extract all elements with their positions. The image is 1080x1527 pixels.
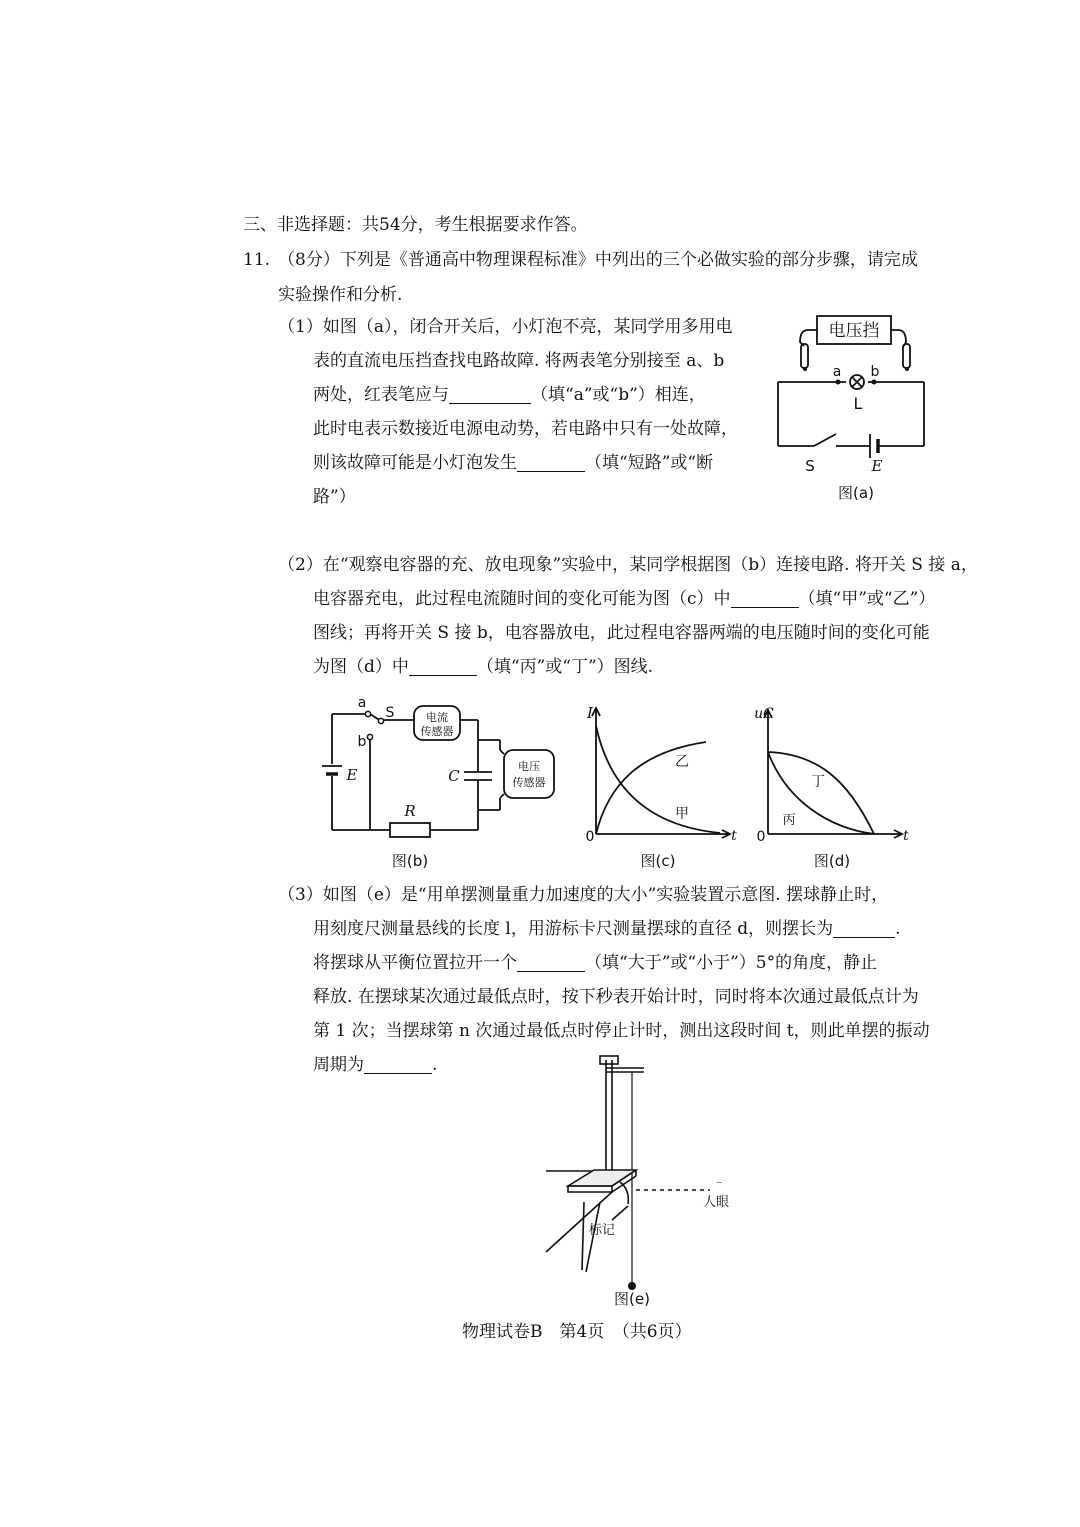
figure-a-circuit	[770, 312, 940, 508]
voltage-sensor-text-1: 电压	[518, 760, 540, 773]
part1-line-5	[313, 446, 713, 480]
answer-blank-7[interactable]	[364, 1051, 432, 1074]
part1-line-3-a: 两处，红表笔应与	[313, 385, 449, 405]
part2-line-4	[313, 650, 653, 684]
part1-line-2: 表的直流电压挡查找电路故障. 将两表笔分别接至 a、b	[313, 351, 725, 371]
answer-blank-4[interactable]	[409, 653, 477, 676]
marker-label: 标记	[588, 1223, 616, 1238]
page-footer: 物理试卷B 第4页 （共6页）	[462, 1322, 692, 1342]
part3-line-1: （3）如图（e）是“用单摆测量重力加速度的大小”实验装置示意图. 摆球静止时，	[278, 885, 889, 905]
figure-e-pendulum	[540, 1052, 760, 1308]
figure-e-caption: 图(e)	[614, 1290, 650, 1308]
part3-line-5: 第 1 次；当摆球第 n 次通过最低点时停止计时，测出这段时间 t，则此单摆的振动	[313, 1021, 930, 1041]
x-axis-d-label: t	[903, 828, 909, 844]
source-label: E	[871, 457, 883, 475]
figure-d-caption: 图(d)	[813, 852, 851, 870]
part3-line-3-b: （填“大于”或“小于”）5°的角度，静止	[585, 953, 878, 973]
part3-line-2	[313, 912, 901, 946]
part1-line-4: 此时电表示数接近电源电动势，若电路中只有一处故障，	[313, 419, 738, 439]
source-b-label: E	[346, 766, 358, 784]
question-number: 11.	[243, 250, 271, 270]
answer-blank-5[interactable]	[833, 915, 895, 938]
answer-blank-1[interactable]	[449, 381, 531, 404]
origin-d-label: 0	[756, 829, 766, 845]
resistor-label: R	[404, 802, 416, 820]
curve-yi	[596, 742, 706, 834]
part1-line-6: 路”）	[313, 487, 356, 507]
point-b-label: b	[870, 364, 880, 380]
voltage-sensor-box	[504, 750, 554, 798]
curve-ding-label: 丁	[811, 774, 825, 790]
voltmeter-label: 电压挡	[828, 321, 880, 341]
question-intro-line-1: （8分）下列是《普通高中物理课程标准》中列出的三个必做实验的部分步骤，请完成	[278, 250, 918, 270]
part3-line-2-a: 用刻度尺测量悬线的长度 l，用游标卡尺测量摆球的直径 d，则摆长为	[313, 919, 834, 939]
terminal-b-label: b	[357, 734, 367, 750]
curve-yi-label: 乙	[675, 754, 689, 770]
part2-line-2-b: （填“甲”或“乙”）	[798, 589, 936, 609]
figure-d-graph	[748, 700, 912, 876]
part3-line-3	[313, 946, 877, 980]
figure-b-circuit	[318, 694, 568, 874]
answer-blank-2[interactable]	[517, 449, 585, 472]
probe-right	[903, 344, 910, 368]
eye-label: 人眼	[702, 1195, 730, 1210]
part1-line-5-b: （填“短路”或“断	[585, 453, 714, 473]
point-a-label: a	[832, 364, 842, 380]
figure-a-caption: 图(a)	[838, 484, 874, 502]
part2-line-1: （2）在“观察电容器的充、放电现象”实验中，某同学根据图（b）连接电路. 将开关 S 接 a，	[278, 555, 978, 575]
lamp-label: L	[853, 394, 863, 413]
y-axis-c-label: I	[587, 704, 593, 722]
curve-jia-label: 甲	[675, 806, 689, 822]
current-sensor-text-1: 电流	[426, 711, 448, 724]
part2-line-3: 图线；再将开关 S 接 b，电容器放电，此过程电容器两端的电压随时间的变化可能	[313, 623, 930, 643]
question-intro-line-2: 实验操作和分析.	[278, 285, 403, 305]
switch-b-label: S	[385, 705, 395, 721]
resistor-symbol	[390, 823, 430, 837]
probe-left	[801, 344, 808, 368]
part3-line-6-b: .	[432, 1055, 438, 1075]
part3-line-6-a: 周期为	[313, 1055, 364, 1075]
curve-bing-label: 丙	[782, 813, 796, 828]
switch-label: S	[805, 457, 815, 475]
pendulum-bob	[628, 1282, 636, 1290]
eye-mark: ⁻	[716, 1177, 723, 1191]
table-edge	[546, 1192, 612, 1252]
figure-c-caption: 图(c)	[640, 852, 676, 870]
part1-line-1: （1）如图（a），闭合开关后，小灯泡不亮，某同学用多用电	[278, 317, 733, 337]
part3-line-3-a: 将摆球从平衡位置拉开一个	[313, 953, 517, 973]
current-sensor-text-2: 传感器	[420, 725, 454, 738]
switch-lever	[814, 434, 836, 446]
part2-line-4-a: 为图（d）中	[313, 657, 409, 677]
part3-line-4: 释放. 在摆球某次通过最低点时，按下秒表开始计时，同时将本次通过最低点计为	[313, 987, 919, 1007]
origin-c-label: 0	[585, 829, 595, 845]
answer-blank-3[interactable]	[731, 585, 799, 608]
part2-line-2-a: 电容器充电，此过程电流随时间的变化可能为图（c）中	[313, 589, 731, 609]
part3-line-6	[313, 1048, 437, 1082]
figure-c-graph	[580, 700, 740, 876]
capacitor-label: C	[448, 767, 460, 785]
part2-line-2	[313, 582, 935, 616]
part3-line-2-b: .	[895, 919, 901, 939]
part1-line-3	[313, 378, 706, 412]
part2-line-4-b: （填“丙”或“丁”）图线.	[476, 657, 654, 677]
y-axis-d-label: uC	[754, 706, 774, 722]
terminal-a-label: a	[357, 695, 367, 711]
voltage-sensor-text-2: 传感器	[512, 776, 546, 789]
part1-line-3-b: （填“a”或“b”）相连，	[531, 385, 706, 405]
section-heading: 三、非选择题：共54分，考生根据要求作答。	[243, 215, 588, 235]
part1-line-5-a: 则该故障可能是小灯泡发生	[313, 453, 517, 473]
figure-b-caption: 图(b)	[391, 852, 429, 870]
answer-blank-6[interactable]	[517, 949, 585, 972]
x-axis-c-label: t	[731, 828, 737, 844]
